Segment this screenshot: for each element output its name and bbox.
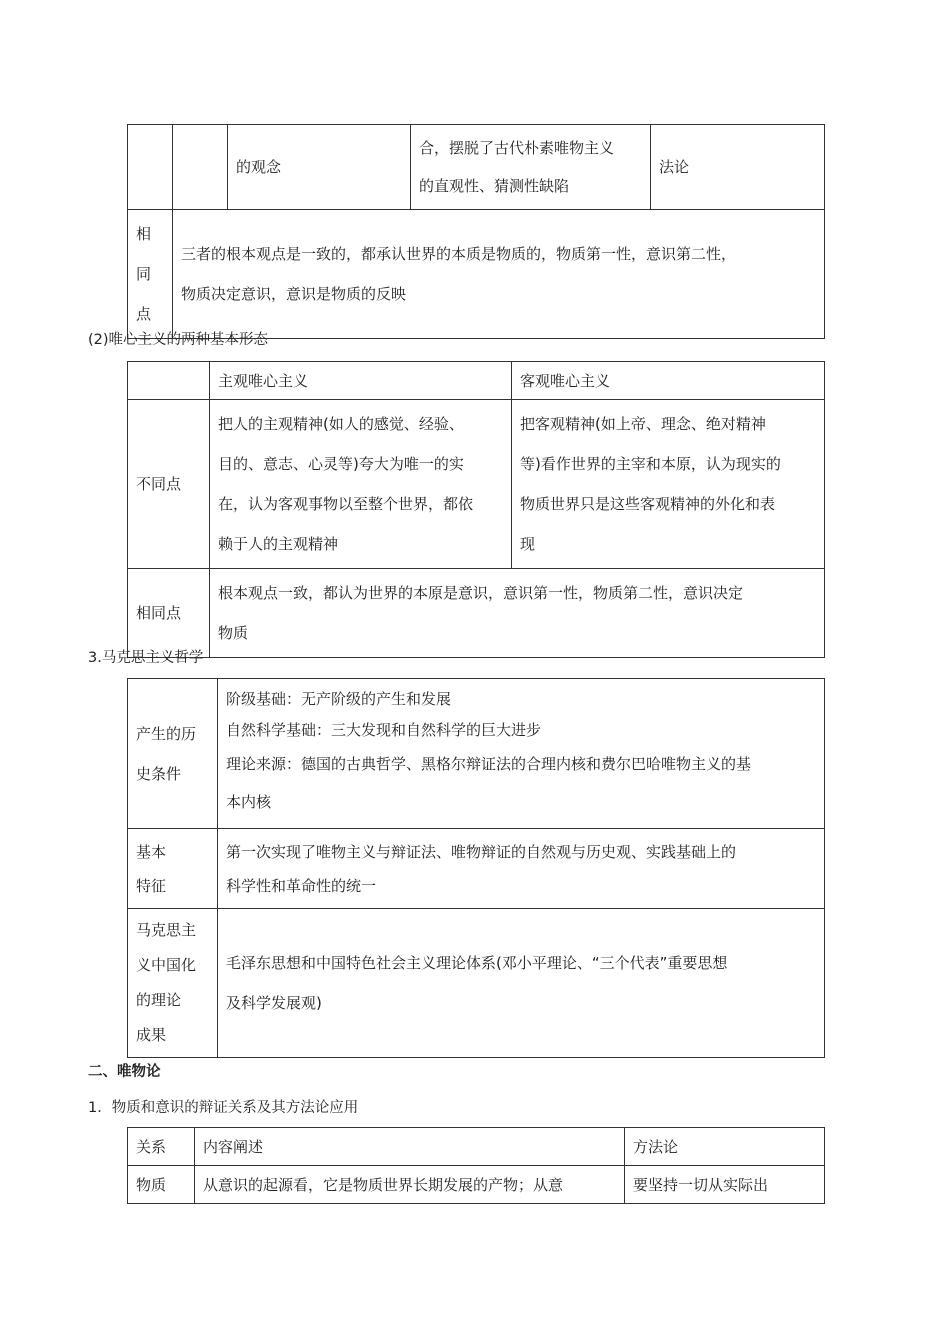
row-label: 产生的历 史条件 <box>128 679 218 829</box>
subheading-matter-consciousness: 1．物质和意识的辩证关系及其方法论应用 <box>88 1100 359 1116</box>
table-row <box>128 362 825 400</box>
row-label: 马克思主 义中国化 的理论 成果 <box>128 909 218 1058</box>
table-cell: 阶级基础：无产阶级的产生和发展 自然科学基础：三大发现和自然科学的巨大进步 理论来源：德国的古典哲学、黑格尔辩证法的合理内核和费尔巴哈唯物主义的基 本内核 <box>218 679 825 829</box>
subheading-idealism: (2)唯心主义的两种基本形态 <box>88 332 269 348</box>
section-title: 二、唯物论 <box>88 1064 161 1080</box>
table-cell <box>173 125 228 210</box>
table-matter-consciousness <box>127 1127 825 1204</box>
table-cell <box>128 125 173 210</box>
cell-text: 法论 <box>659 158 690 176</box>
table-row <box>128 1128 825 1166</box>
table-row <box>128 829 825 909</box>
table-idealism-forms <box>127 361 825 658</box>
row-label: 基本 特征 <box>128 829 218 909</box>
table-cell: 要坚持一切从实际出 <box>625 1166 825 1204</box>
table-row <box>128 679 825 829</box>
table-cell: 物质 <box>128 1166 195 1204</box>
column-header: 内容阐述 <box>195 1128 625 1166</box>
cell-text: 的观念 <box>236 158 282 176</box>
table-cell: 把客观精神(如上帝、理念、绝对精神 等)看作世界的主宰和本原，认为现实的 物质世界只是这些客观精神的外化和表 现 <box>512 400 825 569</box>
table-row <box>128 400 825 569</box>
table-cell: 根本观点一致，都认为世界的本原是意识，意识第一性，物质第二性，意识决定 物质 <box>210 569 825 658</box>
column-header: 主观唯心主义 <box>210 362 512 400</box>
table-cell <box>228 125 411 210</box>
table-cell <box>128 362 210 400</box>
table-row <box>128 569 825 658</box>
table-marxist-philosophy <box>127 678 825 1058</box>
table-cell: 第一次实现了唯物主义与辩证法、唯物辩证的自然观与历史观、实践基础上的 科学性和革命性的统一 <box>218 829 825 909</box>
cell-text: 合，摆脱了古代朴素唯物主义 <box>419 139 615 157</box>
table-cell <box>651 125 825 210</box>
subheading-marxism: 3.马克思主义哲学 <box>88 650 204 666</box>
table-cell <box>411 125 651 210</box>
table-cell: 从意识的起源看，它是物质世界长期发展的产物；从意 <box>195 1166 625 1204</box>
row-label: 相同点 <box>128 569 210 658</box>
table-cell: 把人的主观精神(如人的感觉、经验、 目的、意志、心灵等)夸大为唯一的实 在，认为客观事物以至整个世界，都依 赖于人的主观精神 <box>210 400 512 569</box>
table-row <box>128 210 825 339</box>
column-header: 客观唯心主义 <box>512 362 825 400</box>
column-header: 方法论 <box>625 1128 825 1166</box>
table-row <box>128 909 825 1058</box>
row-label: 相 同 点 <box>128 210 173 339</box>
table-materialism-forms <box>127 124 825 339</box>
table-cell: 三者的根本观点是一致的，都承认世界的本质是物质的，物质第一性，意识第二性， 物质决定意识，意识是物质的反映 <box>173 210 825 339</box>
row-label: 不同点 <box>128 400 210 569</box>
column-header: 关系 <box>128 1128 195 1166</box>
table-row <box>128 1166 825 1204</box>
cell-text: 的直观性、猜测性缺陷 <box>419 177 570 195</box>
table-row <box>128 125 825 210</box>
table-cell: 毛泽东思想和中国特色社会主义理论体系(邓小平理论、“三个代表”重要思想 及科学发展观) <box>218 909 825 1058</box>
